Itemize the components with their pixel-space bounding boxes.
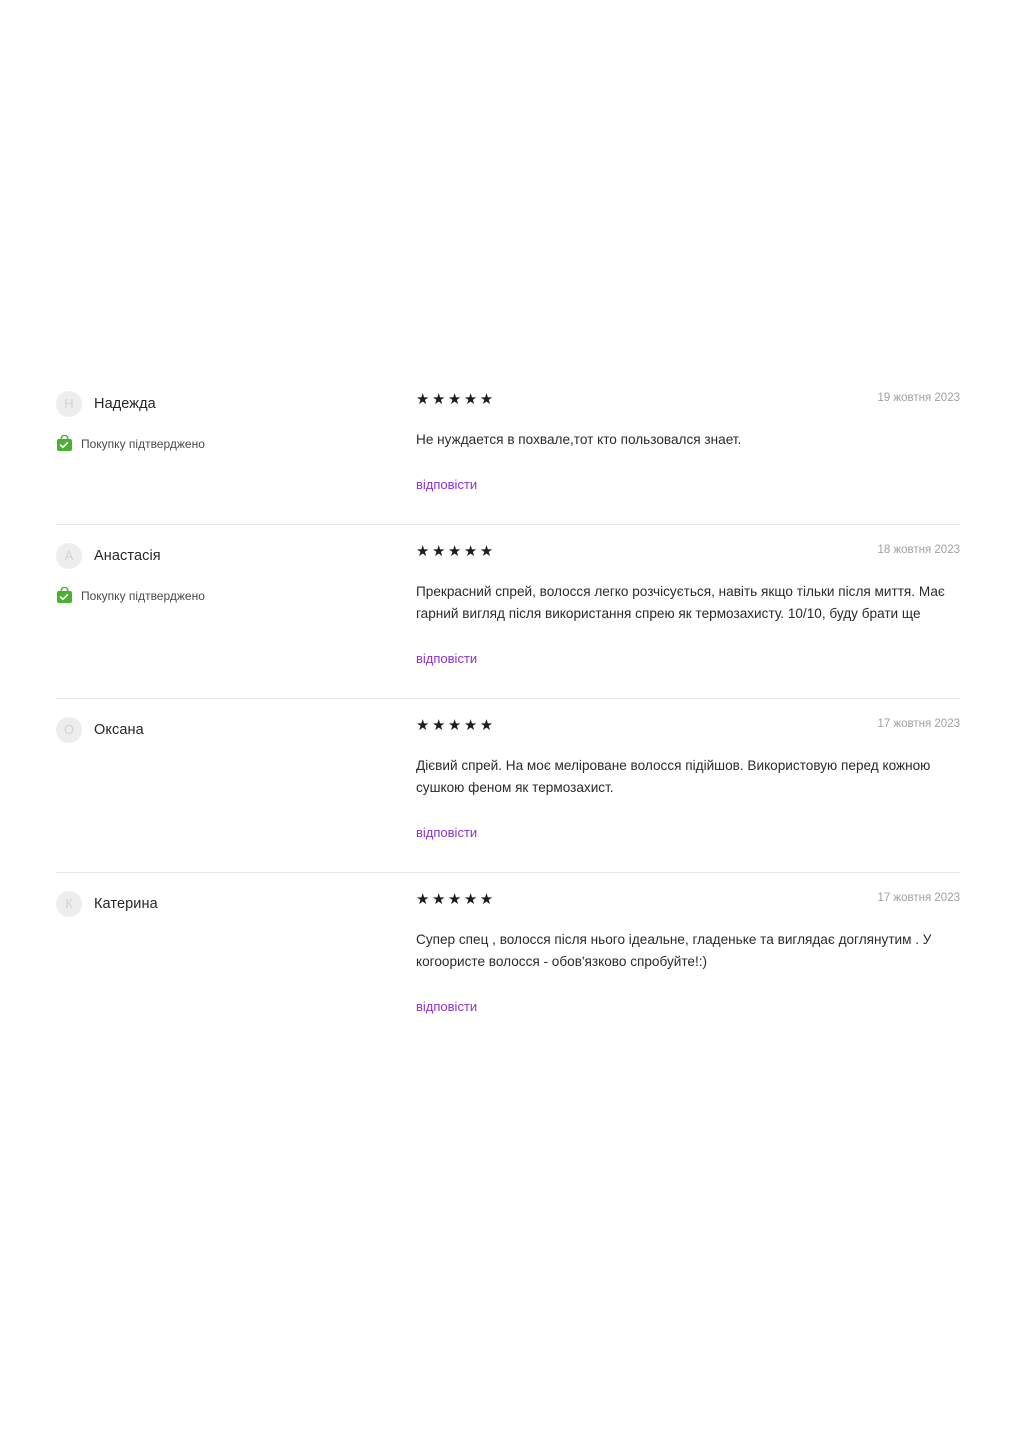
- review-header: [416, 889, 960, 907]
- review-item: [56, 524, 960, 698]
- review-text: Прекрасний спрей, волосся легко розчісується, навіть якщо тільки після миття. Має гарний вигляд після використання спрею як термозахисту. 10/10, буду брати ще: [416, 584, 945, 622]
- author-name: Катерина: [94, 896, 158, 913]
- avatar: О: [56, 717, 82, 743]
- review-author-column: [56, 715, 416, 842]
- verified-bag-icon: [56, 435, 73, 452]
- review-date: 18 жовтня 2023: [877, 544, 960, 557]
- review-header: [416, 541, 960, 559]
- reply-link[interactable]: відповісти: [416, 651, 478, 667]
- review-text: Не нуждается в похвале,тот кто пользовался знает.: [416, 432, 742, 447]
- review-item: [56, 373, 960, 524]
- verified-label: Покупку підтверджено: [81, 588, 205, 603]
- author-name: Оксана: [94, 722, 144, 739]
- review-date: 17 жовтня 2023: [877, 892, 960, 905]
- author-name: Надежда: [94, 396, 156, 412]
- review-header: [416, 389, 960, 407]
- review-body-column: [416, 715, 960, 842]
- verified-purchase-badge: [56, 435, 416, 452]
- review-author: [56, 891, 416, 917]
- verified-purchase-badge: [56, 587, 416, 604]
- avatar: А: [56, 543, 82, 569]
- review-text: Дієвий спрей. На моє меліроване волосся підійшов. Використовую перед кожною сушкою феном як термозахист.: [416, 758, 931, 796]
- reply-link[interactable]: відповісти: [416, 999, 478, 1015]
- reply-link[interactable]: відповісти: [416, 477, 478, 493]
- review-author-column: [56, 889, 416, 1016]
- rating-stars: ★★★★★: [416, 717, 496, 735]
- review-author: [56, 391, 416, 417]
- review-author-column: [56, 541, 416, 668]
- avatar: Н: [56, 391, 82, 417]
- review-author: [56, 543, 416, 569]
- review-body-column: [416, 889, 960, 1016]
- rating-stars: ★★★★★: [416, 391, 496, 408]
- author-name: Анастасія: [94, 548, 161, 565]
- review-date: 19 жовтня 2023: [877, 392, 960, 404]
- avatar: К: [56, 891, 82, 917]
- review-author: [56, 717, 416, 743]
- verified-label: Покупку підтверджено: [81, 436, 205, 451]
- review-body-column: [416, 541, 960, 668]
- review-date: 17 жовтня 2023: [877, 718, 960, 731]
- review-text: Супер спец , волосся після нього ідеальне, гладеньке та виглядає доглянутим . У когоористе волосся - обов'язково спробуйте!:): [416, 932, 932, 970]
- rating-stars: ★★★★★: [416, 891, 496, 909]
- review-item: [56, 872, 960, 1046]
- review-author-column: [56, 389, 416, 494]
- review-item: [56, 698, 960, 872]
- review-header: [416, 715, 960, 733]
- verified-bag-icon: [56, 587, 73, 604]
- rating-stars: ★★★★★: [416, 543, 496, 561]
- reply-link[interactable]: відповісти: [416, 825, 478, 841]
- review-body-column: [416, 389, 960, 494]
- reviews-list: [56, 373, 960, 1046]
